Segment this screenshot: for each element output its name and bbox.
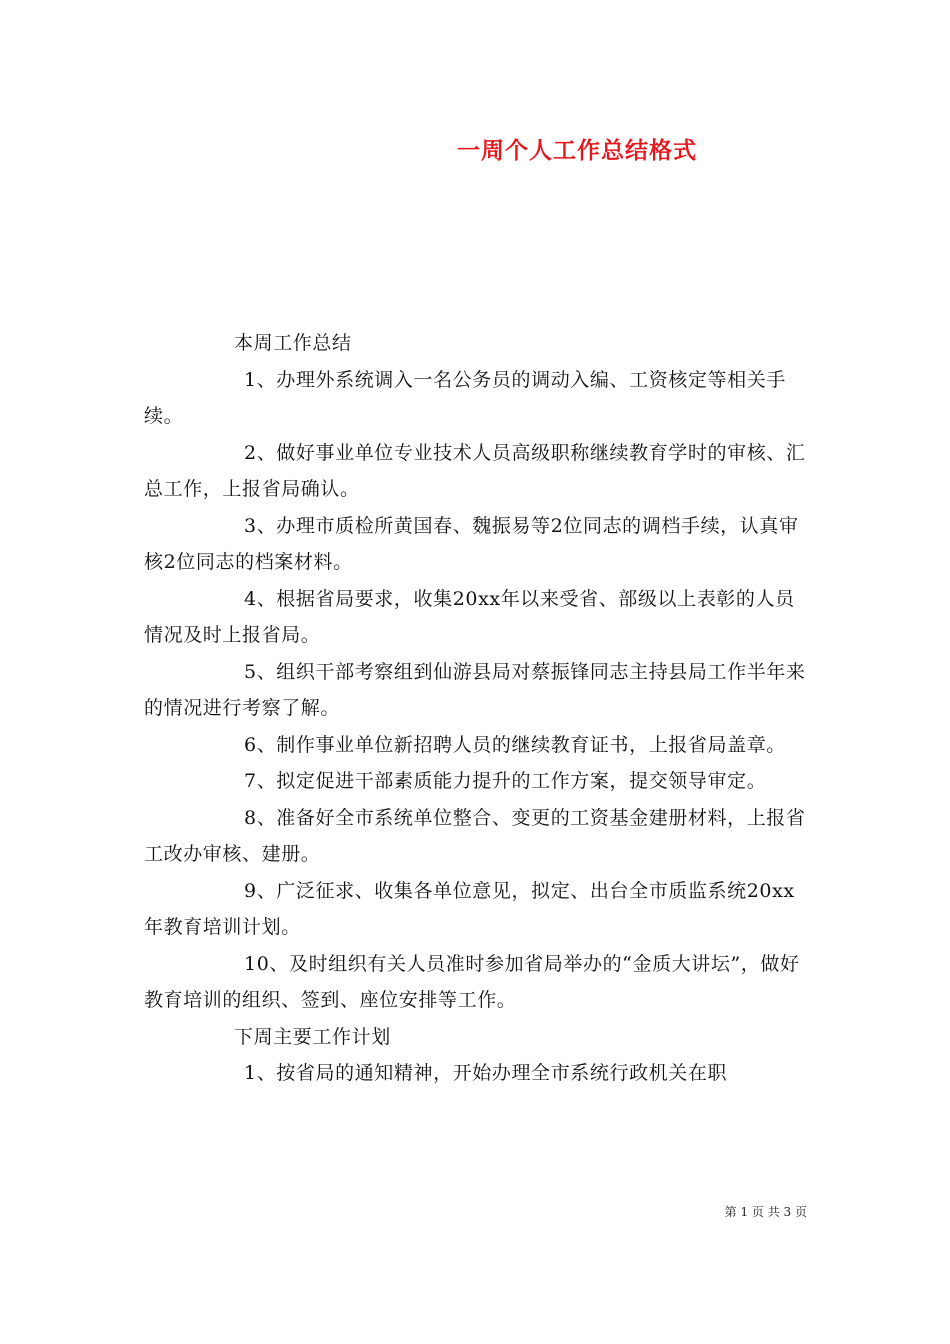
work-item-1: 1、办理外系统调入一名公务员的调动入编、工资核定等相关手续。 — [144, 368, 786, 427]
plan-item-1: 1、按省局的通知精神，开始办理全市系统行政机关在职 — [244, 1062, 728, 1084]
document-title: 一周个人工作总结格式 — [457, 137, 697, 164]
section-heading-this-week: 本周工作总结 — [234, 332, 352, 354]
work-item-6: 6、制作事业单位新招聘人员的继续教育证书，上报省局盖章。 — [244, 733, 786, 756]
section-heading-next-week: 下周主要工作计划 — [234, 1025, 391, 1048]
work-item-2: 2、做好事业单位专业技术人员高级职称继续教育学时的审核、汇总工作，上报省局确认。 — [144, 441, 806, 500]
work-item-7: 7、拟定促进干部素质能力提升的工作方案，提交领导审定。 — [244, 770, 767, 792]
work-item-5: 5、组织干部考察组到仙游县局对蔡振锋同志主持县局工作半年来的情况进行考察了解。 — [144, 660, 806, 719]
work-item-4: 4、根据省局要求，收集20xx年以来受省、部级以上表彰的人员情况及时上报省局。 — [144, 587, 795, 646]
work-item-10: 10、及时组织有关人员准时参加省局举办的“金质大讲坛”，做好教育培训的组织、签到、座位安排等工作。 — [144, 952, 800, 1011]
work-item-8: 8、准备好全市系统单位整合、变更的工资基金建册材料，上报省工改办审核、建册。 — [144, 806, 806, 865]
document-body — [144, 325, 812, 1092]
page-number-footer: 第 1 页 共 3 页 — [724, 1205, 807, 1219]
work-item-9: 9、广泛征求、收集各单位意见，拟定、出台全市质监系统20xx年教育培训计划。 — [144, 879, 795, 938]
work-item-3: 3、办理市质检所黄国春、魏振易等2位同志的调档手续，认真审核2位同志的档案材料。 — [144, 514, 799, 573]
